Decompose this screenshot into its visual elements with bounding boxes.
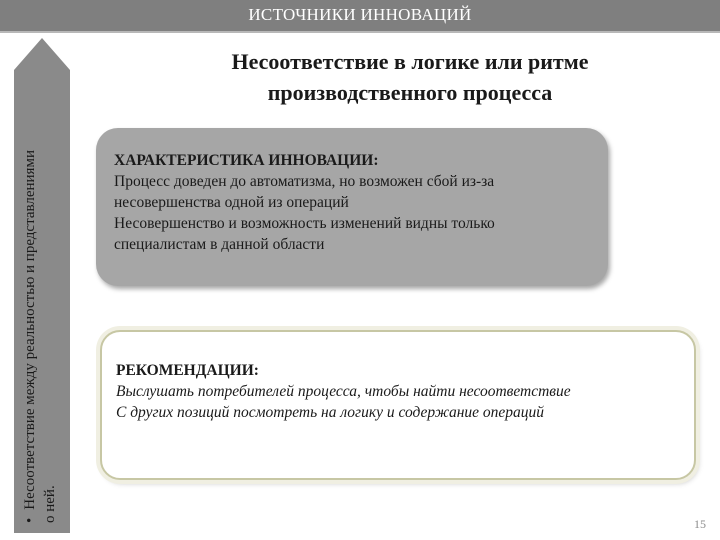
characteristic-box (96, 128, 608, 286)
slide-heading-line-2: производственного процесса (267, 80, 553, 105)
slide-heading (140, 46, 680, 108)
sidebar-text: Несоответствие между реальностью и представлениями о ней. (22, 150, 58, 523)
sidebar-caption (20, 143, 68, 523)
page-number: 15 (694, 517, 706, 531)
bullet-marker: • (22, 517, 38, 523)
title-bar (0, 0, 720, 33)
slide-heading-line-1: Несоответствие в логике или ритме (231, 49, 589, 74)
recommendation-line-2: С других позиций посмотреть на логику и содержание операций (116, 404, 545, 421)
recommendation-line-1: Выслушать потребителей процесса, чтобы найти несоответствие (116, 383, 571, 400)
characteristic-title: ХАРАКТЕРИСТИКА ИННОВАЦИИ: (114, 152, 379, 169)
recommendations-box (100, 330, 696, 480)
characteristic-line-1: Процесс доведен до автоматизма, но возможен сбой из-за несовершенства одной из операций (114, 173, 495, 211)
characteristic-line-2: Несовершенство и возможность изменений видны только специалистам в данной области (114, 215, 495, 253)
slide-section-title: ИСТОЧНИКИ ИННОВАЦИЙ (248, 5, 472, 24)
recommendations-title: РЕКОМЕНДАЦИИ: (116, 362, 259, 379)
